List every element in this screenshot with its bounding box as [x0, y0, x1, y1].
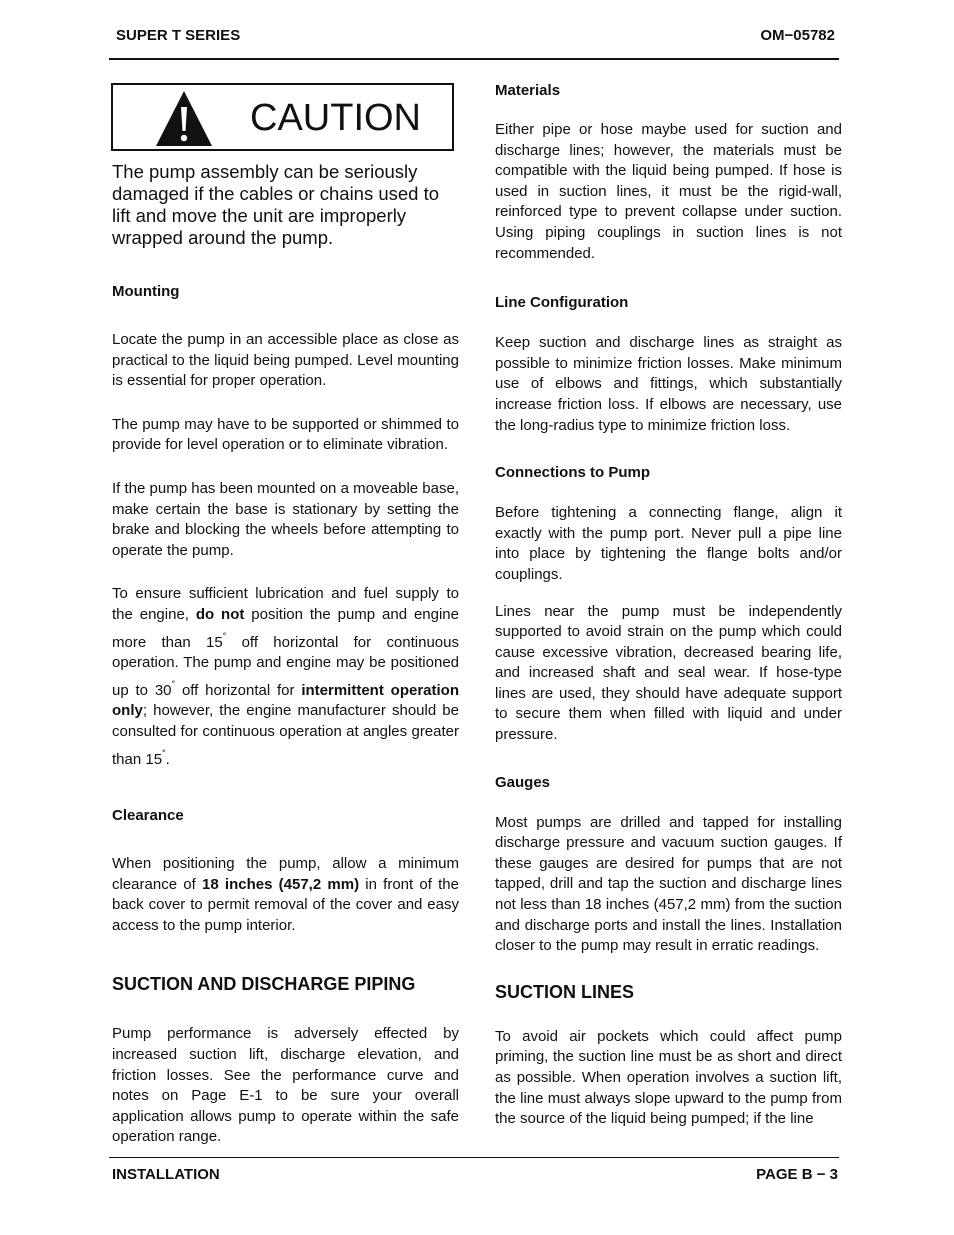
mounting-paragraph-1: Locate the pump in an accessible place as close as practical to the liquid being pumped. Level mounting is essential for proper operation. [112, 331, 459, 390]
mounting-heading: Mounting [112, 283, 180, 300]
connections-heading: Connections to Pump [495, 464, 650, 482]
caution-box [111, 83, 454, 151]
line-configuration-heading: Line Configuration [495, 294, 629, 312]
clearance-heading: Clearance [112, 807, 184, 825]
gauges-heading: Gauges [495, 773, 551, 791]
connections-paragraph-1: Before tightening a connecting flange, align it exactly with the pump port. Never pull a pipe line into place by tightening the flange bolts and/or couplings. [495, 504, 842, 583]
materials-paragraph: Either pipe or hose maybe used for suction and discharge lines; however, the materials must be compatible with the liquid being pumped. If hose is used in suction lines, it must be the rigid-wall, reinforced type to prevent collapse under suction. Using piping couplings in suction lines is not recommended. [495, 121, 842, 262]
caution-label: CAUTION [250, 97, 421, 139]
connections-paragraph-2: Lines near the pump must be independently supported to avoid strain on the pump which could cause excessive vibration, decreased bearing life, and increased shaft and seal wear. If hose-type lines are used, they should have adequate support to secure them when filled with liquid and under pressure. [495, 602, 842, 744]
suction-discharge-paragraph: Pump performance is adversely effected by increased suction lift, discharge elevation, and friction losses. See the performance curve and notes on Page E-1 to be sure your overall application allows pump to operate within the safe operation range. [112, 1025, 459, 1146]
gauges-paragraph: Most pumps are drilled and tapped for installing discharge pressure and vacuum suction gauges. If these gauges are desired for pumps that are not tapped, drill and tap the suction and discharge lines not less than 18 inches (457,2 mm) from the suction and discharge ports and install the lines. Installation closer to the pump may result in erratic readings. [495, 813, 842, 955]
header-series: SUPER T SERIES [116, 27, 241, 44]
degree-symbol: ° [162, 747, 166, 758]
mounting-paragraph-3: If the pump has been mounted on a moveable base, make certain the base is stationary by setting the brake and blocking the wheels before attempting to operate the pump. [112, 479, 459, 559]
right-column [495, 78, 842, 1130]
footer-rule [109, 1157, 839, 1158]
degree-symbol: ° [222, 630, 227, 641]
left-column [112, 78, 459, 1148]
suction-lines-heading: SUCTION LINES [495, 981, 635, 1002]
warning-triangle-icon [155, 89, 213, 147]
mounting-paragraph-4: To ensure sufficient lubrication and fuel supply to the engine, do not position the pump and engine more than 15° off horizontal for continuous operation. The pump and engine may be positioned up to 30° off horizontal for intermittent operation only; however, the engine manufacturer should be consulted for continuous operation at angles greater than 15°. [112, 585, 459, 768]
mounting-paragraph-2: The pump may have to be supported or shimmed to provide for level operation or to eliminate vibration. [112, 415, 459, 454]
header-doc-number: OM−05782 [760, 27, 835, 44]
materials-heading: Materials [495, 82, 561, 99]
footer-section: INSTALLATION [112, 1166, 220, 1183]
line-configuration-paragraph: Keep suction and discharge lines as straight as possible to minimize friction losses. Make minimum use of elbows and fittings, which substantially increase friction loss. If elbows are necessary, use the long-radius type to minimize friction loss. [495, 334, 842, 434]
degree-symbol: ° [171, 678, 176, 689]
suction-lines-paragraph: To avoid air pockets which could affect pump priming, the suction line must be as short and direct as possible. When operation involves a suction lift, the line must always slope upward to the pump from the source of the liquid being pumped; if the line [495, 1027, 842, 1128]
suction-discharge-heading: SUCTION AND DISCHARGE PIPING [112, 974, 416, 995]
caution-text: The pump assembly can be seriously damaged if the cables or chains used to lift and move the unit are improperly wrapped around the pump. [112, 161, 440, 248]
clearance-paragraph: When positioning the pump, allow a minimum clearance of 18 inches (457,2 mm) in front of the back cover to permit removal of the cover and easy access to the pump interior. [112, 855, 459, 934]
footer-page-number: PAGE B − 3 [756, 1166, 838, 1183]
header-rule [109, 58, 839, 60]
